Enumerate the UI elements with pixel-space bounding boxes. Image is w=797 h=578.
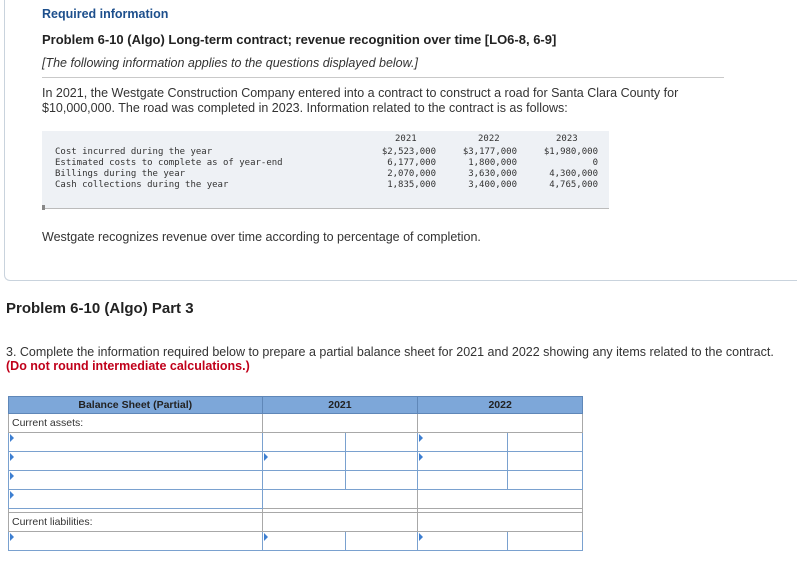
dropdown-arrow-icon	[419, 453, 423, 461]
dropdown-arrow-icon	[10, 533, 14, 541]
current-assets-item-3-2022-input[interactable]	[418, 471, 508, 490]
current-liabilities-item-1-2022-input[interactable]	[508, 532, 583, 551]
problem-title: Problem 6-10 (Algo) Long-term contract; revenue recognition over time [LO6-8, 6-9]	[42, 32, 557, 47]
cell-value: 3,400,000	[468, 180, 517, 190]
current-assets-item-2-2022-input[interactable]	[508, 452, 583, 471]
row-label-cash-collections: Cash collections during the year	[55, 180, 229, 190]
empty-cell	[262, 513, 418, 532]
dropdown-arrow-icon	[264, 533, 268, 541]
scrollbar-marker	[42, 205, 45, 210]
cell-value: 3,630,000	[468, 169, 517, 179]
year-column-2022: 2022	[418, 397, 583, 414]
current-assets-item-3-2021-input-b[interactable]	[346, 471, 418, 490]
dropdown-arrow-icon	[10, 453, 14, 461]
current-assets-item-3-select[interactable]	[9, 471, 263, 490]
cell-value: $2,523,000	[381, 147, 436, 157]
row-label-billings: Billings during the year	[55, 169, 186, 179]
dropdown-arrow-icon	[10, 491, 14, 499]
current-assets-item-3-2021-input[interactable]	[262, 471, 346, 490]
current-assets-item-4-select[interactable]	[9, 490, 263, 509]
current-liabilities-item-1-2021-input[interactable]	[346, 532, 418, 551]
dropdown-arrow-icon	[419, 434, 423, 442]
dropdown-arrow-icon	[10, 434, 14, 442]
row-label-estimated-costs: Estimated costs to complete as of year-end	[55, 158, 283, 168]
cell-value: 1,800,000	[468, 158, 517, 168]
year-header-2021: 2021	[395, 134, 417, 144]
contract-intro: In 2021, the Westgate Construction Company entered into a contract to construct a road for Santa Clara County for $10,000,000. The road was completed in 2023. Information related to the contract is as follows:	[42, 86, 679, 115]
cell-value: 1,835,000	[387, 180, 436, 190]
current-assets-item-2-2021-select[interactable]	[262, 452, 346, 471]
question-emphasis: (Do not round intermediate calculations.)	[6, 359, 250, 373]
empty-cell	[262, 490, 418, 509]
current-assets-item-2-2021-input[interactable]	[346, 452, 418, 471]
balance-sheet-header: Balance Sheet (Partial)	[9, 397, 263, 414]
empty-cell	[418, 513, 583, 532]
dropdown-arrow-icon	[10, 472, 14, 480]
current-assets-item-2-select[interactable]	[9, 452, 263, 471]
dropdown-arrow-icon	[419, 533, 423, 541]
current-liabilities-item-1-2021-select[interactable]	[262, 532, 346, 551]
empty-cell	[418, 414, 583, 433]
year-header-2022: 2022	[478, 134, 500, 144]
balance-sheet-table	[8, 396, 583, 551]
part-title: Problem 6-10 (Algo) Part 3	[6, 300, 194, 317]
year-column-2021: 2021	[262, 397, 418, 414]
empty-cell	[418, 490, 583, 509]
row-label-cost-incurred: Cost incurred during the year	[55, 147, 213, 157]
current-assets-item-2-2022-select[interactable]	[418, 452, 508, 471]
cell-value: 6,177,000	[387, 158, 436, 168]
cell-value: $3,177,000	[462, 147, 517, 157]
current-liabilities-item-1-2022-select[interactable]	[418, 532, 508, 551]
question-text	[6, 345, 791, 373]
current-assets-label: Current assets:	[9, 414, 263, 433]
current-liabilities-item-1-select[interactable]	[9, 532, 263, 551]
current-assets-item-1-2021-input[interactable]	[262, 433, 346, 452]
empty-cell	[262, 414, 418, 433]
question-body: 3. Complete the information required below to prepare a partial balance sheet for 2021 and 2022 showing any items related to the contract.	[6, 345, 774, 359]
current-assets-item-3-2022-input-b[interactable]	[508, 471, 583, 490]
cell-value: 4,300,000	[549, 169, 598, 179]
cell-value: $1,980,000	[543, 147, 598, 157]
cell-value: 4,765,000	[549, 180, 598, 190]
dropdown-arrow-icon	[264, 453, 268, 461]
current-liabilities-label: Current liabilities:	[9, 513, 263, 532]
current-assets-item-1-2022-select[interactable]	[418, 433, 508, 452]
current-assets-item-1-2022-input[interactable]	[346, 433, 418, 452]
recognition-note: Westgate recognizes revenue over time according to percentage of completion.	[42, 230, 481, 244]
cell-value: 2,070,000	[387, 169, 436, 179]
cell-value: 0	[592, 158, 598, 168]
info-note: [The following information applies to the questions displayed below.]	[42, 56, 418, 70]
required-information-label: Required information	[42, 7, 169, 21]
year-header-2023: 2023	[556, 134, 578, 144]
divider	[42, 77, 724, 78]
contract-info-table	[42, 131, 609, 209]
current-assets-item-1-select[interactable]	[9, 433, 263, 452]
current-assets-item-1-2022-value-input[interactable]	[508, 433, 583, 452]
